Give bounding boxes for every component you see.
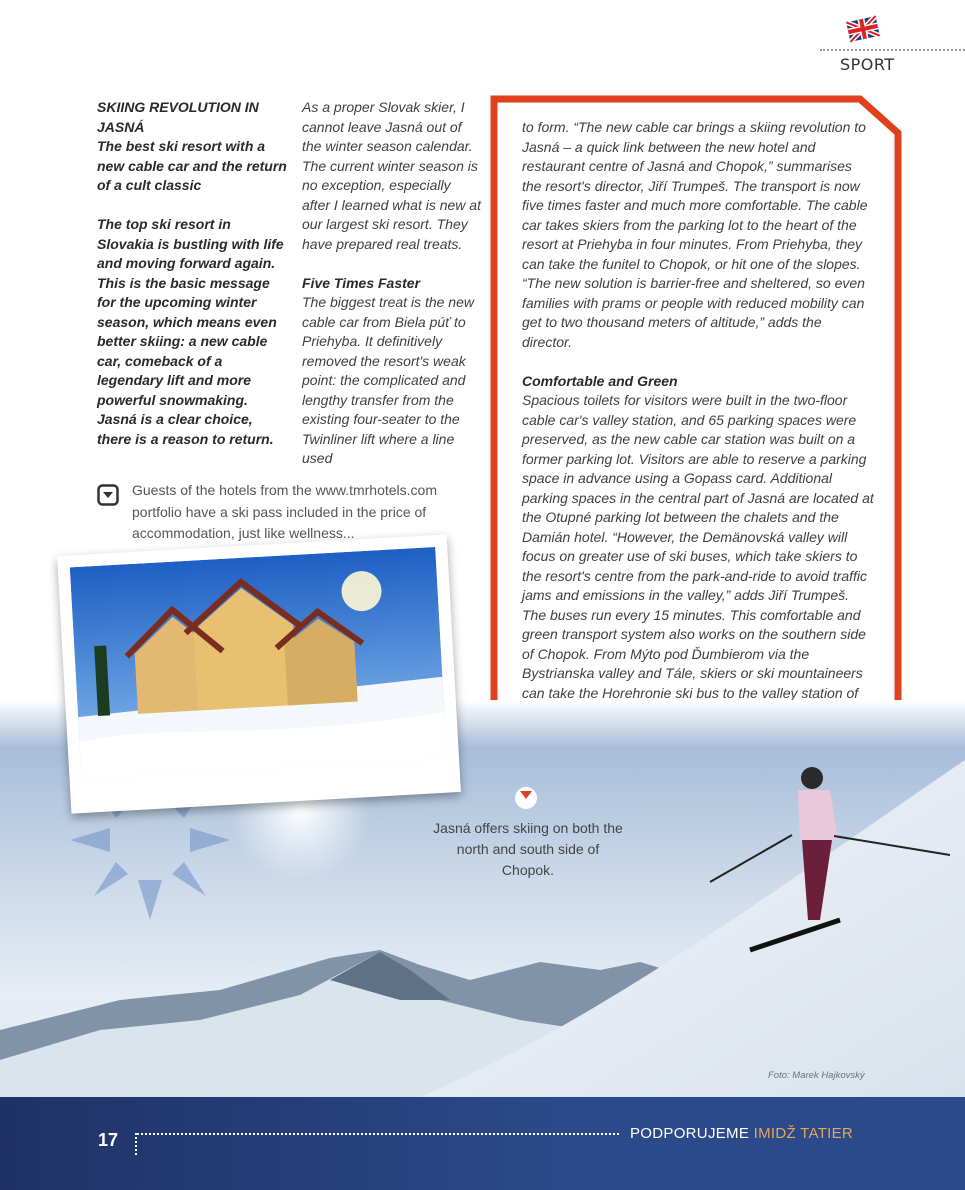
- column3-para1: to form. “The new cable car brings a skiing revolution to Jasná – a quick link between the new hotel and restaurant centre of Jasná and Chopok,” summarises the resort's director, Jiří Trumpeš. The transport is now five times faster and much more comfortable. The cable car takes skiers from the parking lot to the heart of the resort at Priehyba in four minutes. From Priehyba, they can take the funitel to Chopok, or hit one of the slopes. “The new solution is barrier-free and sheltered, so even families with prams or people with reduced mobility can get to two thousand meters of altitude,” adds the director.: [522, 119, 868, 350]
- subheading-five-times-faster: Five Times Faster: [302, 274, 421, 291]
- photo-credit: Foto: Marek Hajkovský: [768, 1070, 865, 1081]
- section-label: SPORT: [840, 55, 895, 74]
- column3-para2: Spacious toilets for visitors were built in the two-floor cable car's valley station, and 65 parking spaces were preserved, as the new cable car station was built on a former parking lot. Visitors are able to reserve a parking space in advance using a Gopass card. Additional parking spaces in the central part of Jasná are located at the Otupné parking lot between the chalets and the Damián hotel. “However, the Demänovská valley will focus on greater use of ski buses, which take skiers to the resort's centre from the park-and-ride to avoid traffic jams and emissions in the valley,” adds Jiří Trumpeš. The buses run every 15 minutes. This comfortable and green transport system also works on the southern side of Chopok. From Mýto pod Ďumbierom via the Bystrianska valley and Tále, skiers or ski mountaineers can take the Horehronie ski bus to the valley station of: [522, 392, 874, 701]
- photo-caption: Jasná offers skiing on both the north and south side of Chopok.: [433, 820, 623, 878]
- article-title: SKIING REVOLUTION IN JASNÁ: [97, 99, 259, 135]
- chevron-down-box-icon: [97, 484, 119, 506]
- article-lead: The top ski resort in Slovakia is bustling with life and moving forward again. This is the basic message for the upcoming winter season, which means even better skiing: a new cable car, comeback of a legendary lift and more powerful snowmaking. Jasná is a clear choice, there is a reason to return.: [97, 216, 284, 447]
- red-arrow-down-icon: [514, 786, 538, 810]
- footer-divider: [137, 1133, 619, 1135]
- footer-slogan: [630, 1125, 853, 1142]
- slogan-accent: IMIDŽ TATIER: [753, 1125, 854, 1142]
- hotel-photo: [70, 547, 447, 779]
- slogan-main: PODPORUJEME: [630, 1125, 754, 1142]
- article-subtitle: The best ski resort with a new cable car and the return of a cult classic: [97, 138, 287, 193]
- hotel-photo-card: [57, 534, 461, 813]
- footer-divider-vertical: [135, 1133, 137, 1155]
- body-column-3: [522, 118, 874, 762]
- header-divider: [820, 49, 965, 51]
- column2-body: The biggest treat is the new cable car from Biela púť to Priehyba. It definitively removed the resort's weak point: the complicated and lengthy transfer from the existing four-seater to the Twinliner lift where a line used: [302, 294, 474, 466]
- page-number: 17: [98, 1130, 119, 1150]
- uk-flag-icon: [846, 12, 880, 46]
- column2-intro: As a proper Slovak skier, I cannot leave Jasná out of the winter season calendar. The current winter season is no exception, especially after I learned what is new at our largest ski resort. They have prepared real treats.: [302, 99, 481, 252]
- tip-text: Guests of the hotels from the www.tmrhotels.com portfolio have a ski pass included in the price of accommodation, just like wellness...: [132, 482, 438, 541]
- footer-bar: [0, 1097, 965, 1190]
- intro-column: [97, 98, 287, 449]
- body-column-2: [302, 98, 482, 469]
- subheading-comfortable-green: Comfortable and Green: [522, 372, 678, 389]
